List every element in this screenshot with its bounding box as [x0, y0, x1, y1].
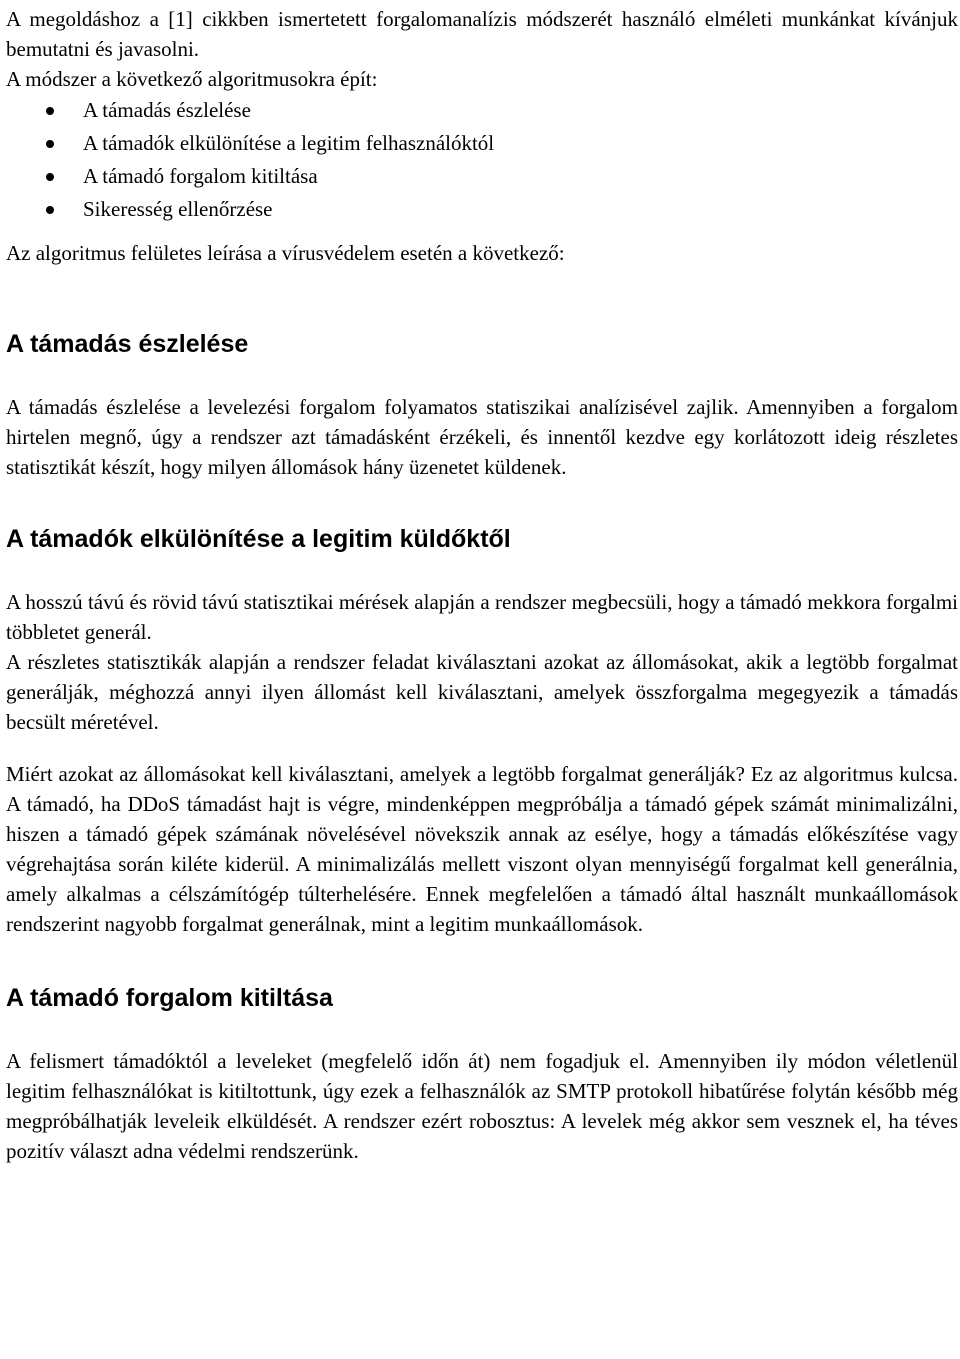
- method-intro: A módszer a következő algoritmusokra épít:: [6, 67, 378, 91]
- algorithm-summary-intro: Az algoritmus felületes leírása a vírusvédelem esetén a következő:: [6, 241, 565, 265]
- bullet-icon: [46, 206, 54, 214]
- blocking-paragraph: A felismert támadóktól a leveleket (megfelelő időn át) nem fogadjuk el. Amennyiben ily módon véletlenül legitim felhasználókat is kitiltottunk, úgy ezek a felhasználók az SMTP protokoll hibatűrése folytán később még megpróbálhatják leveleik elküldését. A rendszer ezért robosztus: A levelek még akkor sem vesznek el, ha téves pozitív választ adna védelmi rendszerünk.: [6, 1049, 958, 1163]
- separation-paragraph-2: A részletes statisztikák alapján a rendszer feladat kiválasztani azokat az állomásokat, akik a legtöbb forgalmat generálják, méghozzá annyi ilyen állomást kell kiválasztani, amelyek összforgalma megegyezik a támadás becsült méretével.: [6, 650, 958, 734]
- intro-paragraph: A megoldáshoz a [1] cikkben ismertetett forgalomanalízis módszerét használó elméleti munkánkat kívánjuk bemutatni és javasolni.: [6, 7, 958, 61]
- bullet-icon: [46, 140, 54, 148]
- detection-paragraph: A támadás észlelése a levelezési forgalom folyamatos statiszikai analízisével zajlik. Amennyiben a forgalom hirtelen megnő, úgy a rendszer azt támadásként érzékeli, és innentől kezdve egy korlátozott ideig részletes statisztikát készít, hogy milyen állomások hány üzenetet küldenek.: [6, 395, 958, 479]
- bullet-icon: [46, 107, 54, 115]
- document-page: [6, 4, 958, 1166]
- bullet-icon: [46, 173, 54, 181]
- section-heading-separation: A támadók elkülönítése a legitim küldőktől: [6, 525, 511, 553]
- list-item: A támadás észlelése: [6, 94, 958, 127]
- section-heading-blocking: A támadó forgalom kitiltása: [6, 984, 333, 1012]
- section-heading-detection: A támadás észlelése: [6, 330, 249, 358]
- separation-paragraph-3: Miért azokat az állomásokat kell kiválasztani, amelyek a legtöbb forgalmat generálják? Ez az algoritmus kulcsa. A támadó, ha DDoS támadást hajt is végre, mindenképpen megpróbálja a támadó gépek számát minimalizálni, hiszen a támadó gépek számának növelésével növekszik annak az esélye, hogy a támadás előkészítése vagy végrehajtása során kiléte kiderül. A minimalizálás mellett viszont olyan mennyiségű forgalmat kell generálnia, amely alkalmas a célszámítógép túlterhelésére. Ennek megfelelően a támadó által használt munkaállomások rendszerint nagyobb forgalmat generálnak, mint a legitim munkaállomások.: [6, 762, 958, 936]
- algorithm-list: [6, 94, 958, 226]
- separation-paragraph-1: A hosszú távú és rövid távú statisztikai mérések alapján a rendszer megbecsüli, hogy a támadó mekkora forgalmi többletet generál.: [6, 590, 958, 644]
- list-item: Sikeresség ellenőrzése: [6, 193, 958, 226]
- list-item: A támadó forgalom kitiltása: [6, 160, 958, 193]
- list-item: A támadók elkülönítése a legitim felhasználóktól: [6, 127, 958, 160]
